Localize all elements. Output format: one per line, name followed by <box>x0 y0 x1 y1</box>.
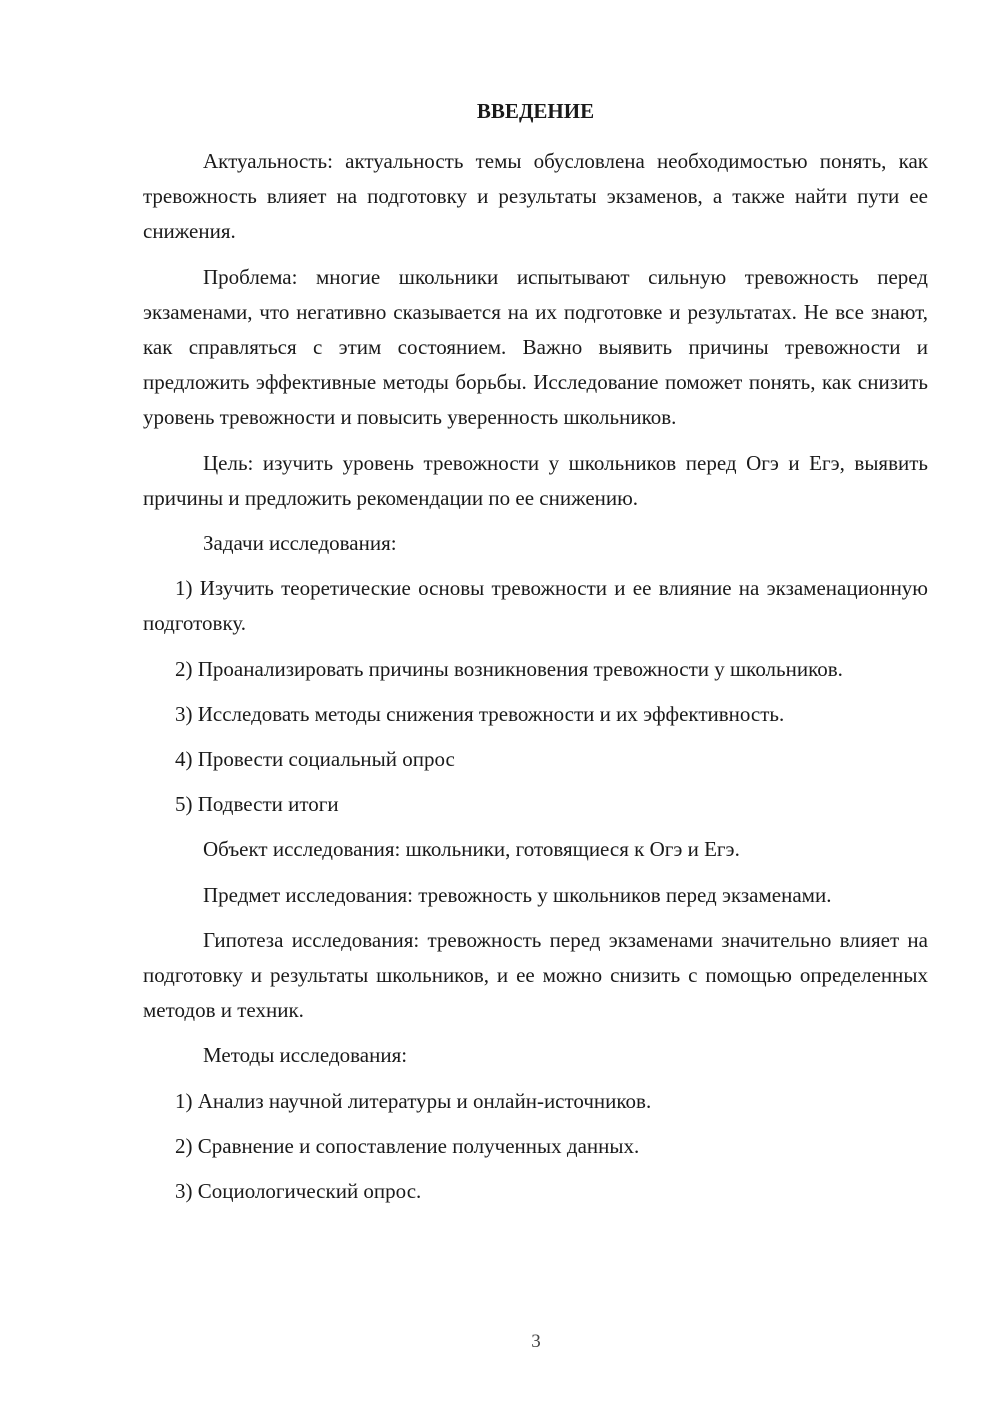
object-paragraph: Объект исследования: школьники, готовящиеся к Огэ и Егэ. <box>203 837 740 862</box>
method-item-1: 1) Анализ научной литературы и онлайн-источников. <box>175 1088 652 1113</box>
problem-paragraph: Проблема: многие школьники испытывают сильную тревожность перед экзаменами, что негативно сказывается на их подготовке и результатах. Не все знают, как справляться с этим состоянием. Важно выявить причины тревожности и предложить эффективные методы борьбы. Исследование поможет понять, как снизить уровень тревожности и повысить уверенность школьников. <box>143 264 928 430</box>
methods-heading: Методы исследования: <box>203 1043 408 1068</box>
task-item-4: 4) Провести социальный опрос <box>175 747 455 772</box>
task-item-1: 1) Изучить теоретические основы тревожности и ее влияние на экзаменационную подготовку. <box>143 576 928 636</box>
task-item-2: 2) Проанализировать причины возникновения тревожности у школьников. <box>175 656 843 681</box>
method-item-3: 3) Социологический опрос. <box>175 1179 422 1204</box>
subject-paragraph: Предмет исследования: тревожность у школьников перед экзаменами. <box>203 882 832 907</box>
page-number: 3 <box>531 1331 541 1352</box>
task-item-5: 5) Подвести итоги <box>175 792 339 817</box>
goal-paragraph: Цель: изучить уровень тревожности у школьников перед Огэ и Егэ, выявить причины и предложить рекомендации по ее снижению. <box>143 450 928 510</box>
task-item-3: 3) Исследовать методы снижения тревожности и их эффективность. <box>175 701 785 726</box>
tasks-heading: Задачи исследования: <box>203 531 397 556</box>
hypothesis-paragraph: Гипотеза исследования: тревожность перед экзаменами значительно влияет на подготовку и результаты школьников, и ее можно снизить с помощью определенных методов и техник. <box>143 927 928 1023</box>
page-title: ВВЕДЕНИЕ <box>476 99 595 123</box>
relevance-paragraph: Актуальность: актуальность темы обусловлена необходимостью понять, как тревожность влияет на подготовку и результаты экзаменов, а также найти пути ее снижения. <box>143 149 928 244</box>
method-item-2: 2) Сравнение и сопоставление полученных данных. <box>175 1133 640 1158</box>
page-content <box>143 96 928 1219</box>
